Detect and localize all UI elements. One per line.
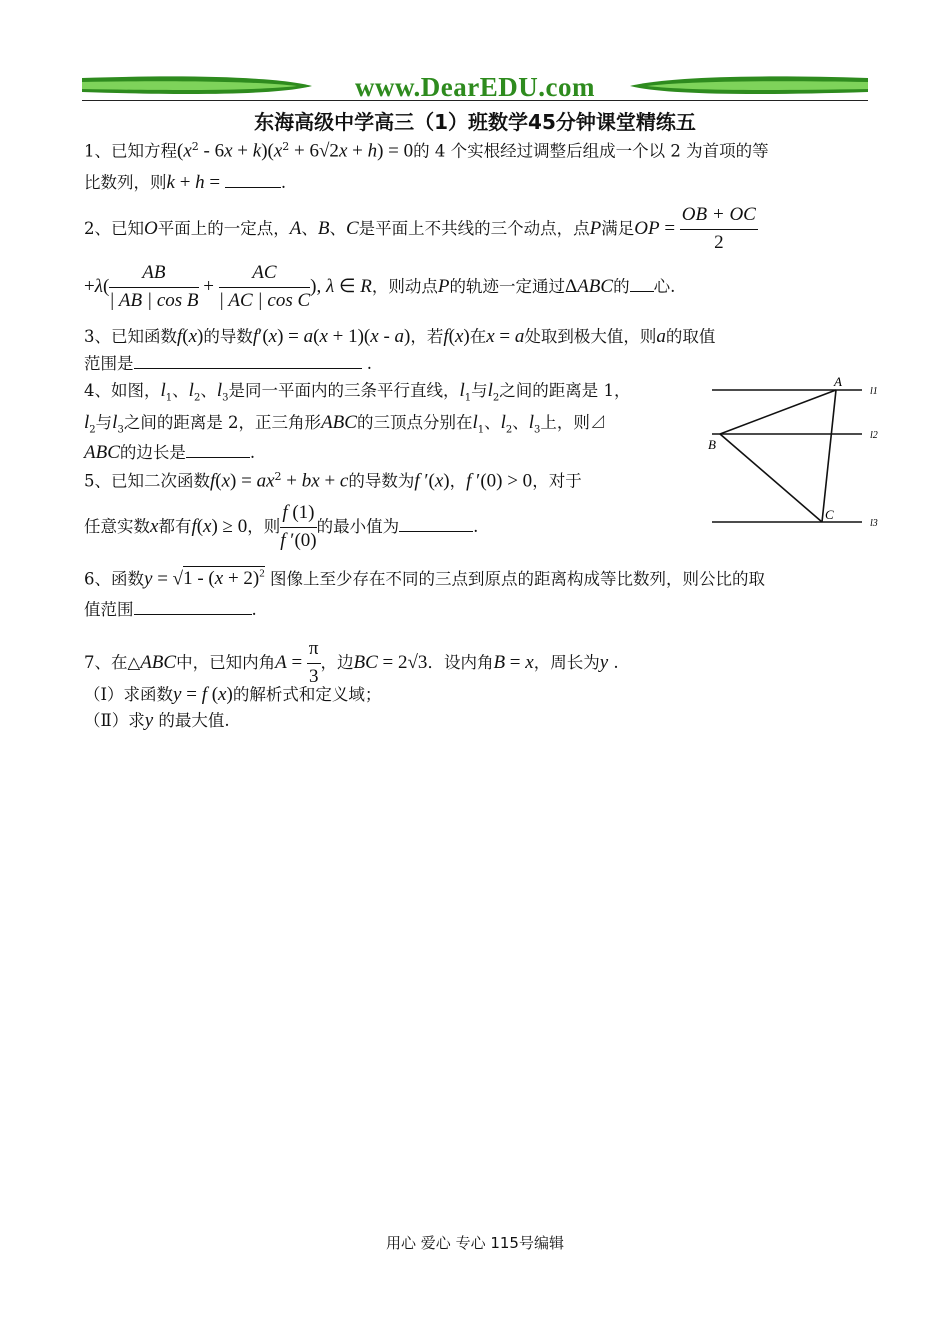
q7-fraction: $\frac{\pi}{3}$ — [308, 638, 319, 687]
q2-fraction-3: $\frac{AC}{\text{| AC | cos C}}$ — [218, 262, 311, 311]
q1-label: 1、已知方程 — [84, 141, 177, 161]
question-4-line3: ABC的边长是 . — [84, 442, 256, 463]
q5-answer-blank[interactable] — [399, 517, 473, 532]
question-6: 6、函数$y = √1 - (x + 2)^2$ 图像上至少存在不同的三点到原点的距离构成等比数列，则公比的取 — [84, 568, 765, 590]
q5-fraction: $\frac{f (1)}{f '(0)}$ — [280, 502, 317, 551]
label-c: C — [825, 507, 834, 522]
q2-fraction-2: $\frac{AB}{\text{| AB | cos B}}$ — [109, 262, 199, 311]
question-1: 1、已知方程$(x^2 - 6x + k)(x^2 + 6√2x + h) = 0$的 4 个实根经过调整后组成一个以 2 为首项的等 — [84, 140, 769, 162]
parallel-lines-figure — [700, 372, 890, 532]
label-l2: l2 — [870, 430, 878, 441]
question-4: 4、如图，$l_1$、$l_2$、$l_3$是同一平面内的三条平行直线，$l_1$与$l_2$之间的距离是 1， — [84, 380, 631, 404]
question-6-line2: 值范围 . — [84, 600, 257, 619]
q1-tail: 的 4 个实根经过调整后组成一个以 2 为首项的等 — [413, 141, 769, 161]
q4-answer-blank[interactable] — [186, 443, 250, 458]
question-2: 2、已知O平面上的一定点，A、B、C是平面上不共线的三个动点，点P满足OP = $\frac{OB + OC}{2}$ — [84, 204, 756, 253]
question-7: 7、在△ABC中，已知内角A = $\frac{\pi}{3}$ ，边BC = 2√3．设内角B = x，周长为y . — [84, 638, 619, 687]
q3-answer-blank[interactable] — [134, 354, 362, 369]
page-footer: 用心 爱心 专心 115号编辑 — [386, 1234, 564, 1252]
label-l3: l3 — [870, 518, 878, 529]
question-3-line2: 范围是 . — [84, 354, 372, 373]
side-bc — [720, 434, 822, 522]
page-title: 东海高级中学高三（1）班数学45分钟课堂精练五 — [254, 110, 696, 134]
label-a: A — [834, 374, 842, 389]
q2-fraction-1: $\frac{OB + OC}{2}$ — [681, 204, 756, 253]
label-b: B — [708, 437, 716, 452]
q6-answer-blank[interactable] — [134, 600, 252, 615]
question-7-part1: （Ⅰ）求函数y = f (x)的解析式和定义域； — [84, 684, 382, 705]
question-4-line2: $l_2$与$l_3$之间的距离是 2，正三角形ABC的三顶点分别在$l_1$、$l_2$、$l_3$上，则⊿ — [84, 412, 607, 436]
label-l1: l1 — [870, 386, 878, 397]
question-7-part2: （Ⅱ）求y 的最大值. — [84, 710, 230, 731]
side-ab — [720, 390, 836, 434]
side-ac — [822, 390, 836, 522]
question-5-line2: 任意实数x都有f(x) ≥ 0，则 $\frac{f (1)}{f '(0)}$ 的最小值为 . — [84, 502, 479, 551]
question-1-line2: 比数列，则k + h = . — [84, 172, 287, 193]
header-rule — [82, 100, 868, 101]
triangle-diagram — [700, 372, 890, 532]
site-logo: www.DearEDU.com — [355, 72, 595, 102]
q2-answer-blank[interactable] — [630, 277, 654, 292]
question-5: 5、已知二次函数$f(x) = ax^2$ + bx + c的导数为f ′(x)，f ′(0) > 0，对于 — [84, 470, 582, 492]
question-2-line2: +λ( $\frac{AB}{\text{| AB | cos B}}$ + $\frac{AC}{\text{| AC | cos C}}$ ), λ ∈ R，则动点P的轨迹一定通过ΔABC的 心. — [84, 262, 676, 311]
question-3: 3、已知函数f(x)的导数f′(x) = a(x + 1)(x - a)，若f(x)在x = a处取到极大值，则a的取值 — [84, 326, 716, 347]
q1-answer-blank[interactable] — [225, 173, 281, 188]
